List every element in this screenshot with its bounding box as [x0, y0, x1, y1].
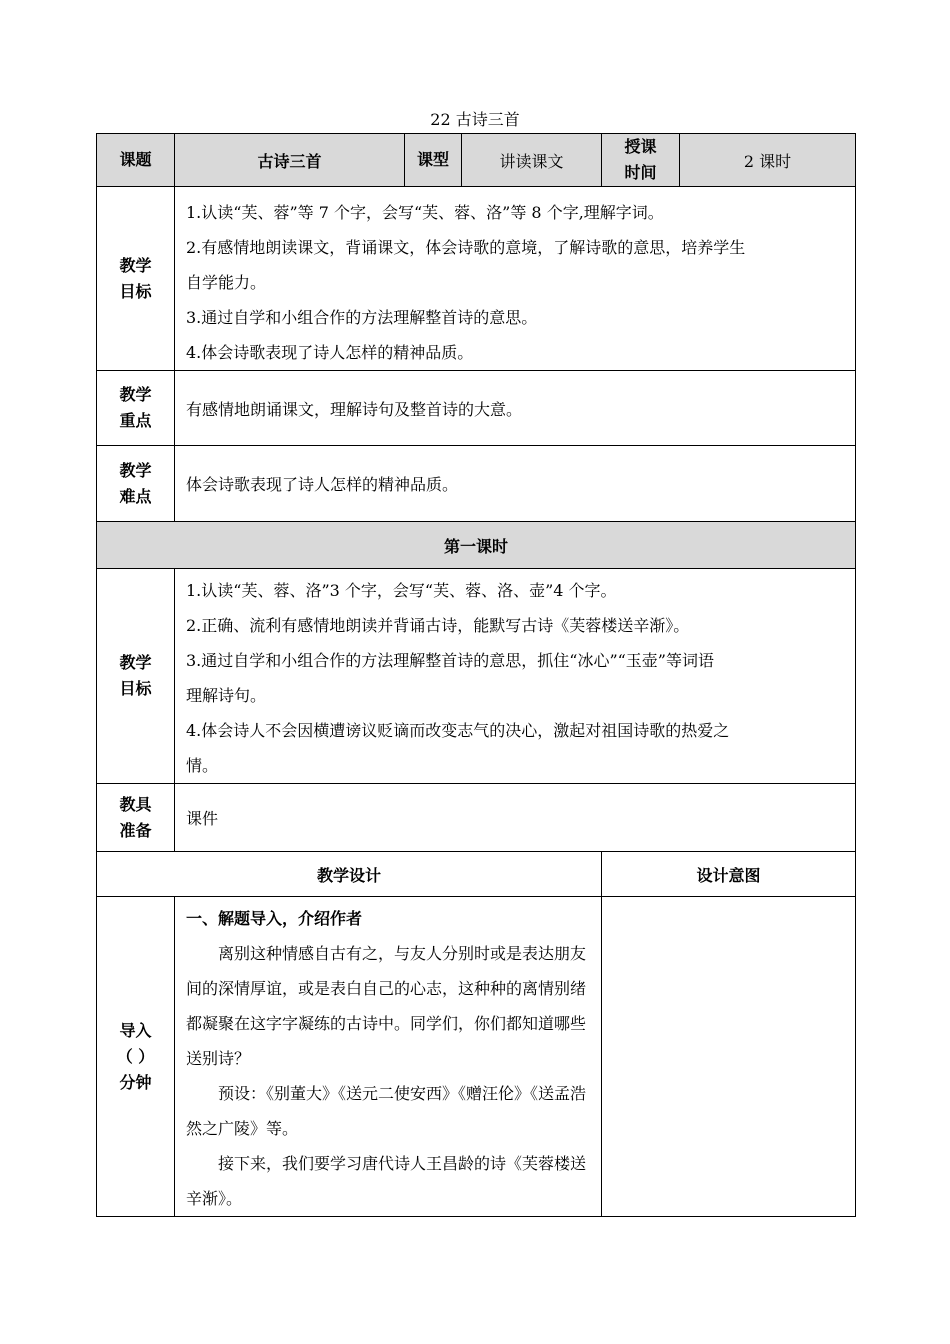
- goal-line: 1.认读“芙、蓉”等 7 个字，会写“芙、蓉、洛”等 8 个字,理解字词。: [186, 203, 664, 222]
- stage-label-line3: 分钟: [119, 1072, 152, 1092]
- lesson-plan-table: [96, 133, 856, 1217]
- key-points-label-line1: 教学: [119, 385, 152, 404]
- lesson1-goal-line: 理解诗句。: [186, 686, 267, 705]
- key-points-text: 有感情地朗诵课文，理解诗句及整首诗的大意。: [175, 371, 856, 446]
- goal-line: 3.通过自学和小组合作的方法理解整首诗的意思。: [186, 308, 538, 327]
- stage-label-line2: （ ）: [116, 1046, 155, 1066]
- stage-label-line1: 导入: [119, 1020, 152, 1040]
- design-column-header: 教学设计: [97, 852, 602, 897]
- key-points-row: [97, 371, 856, 446]
- design-line: 送别诗？: [186, 1049, 251, 1068]
- intent-column-header: 设计意图: [602, 852, 856, 897]
- lesson1-title: 第一课时: [97, 522, 856, 569]
- lesson1-goal-line: 3.通过自学和小组合作的方法理解整首诗的意思，抓住“冰心”“玉壶”等词语: [186, 651, 714, 670]
- goals-row: [97, 187, 856, 371]
- design-heading: 一、解题导入，介绍作者: [186, 909, 363, 928]
- goals-label-line1: 教学: [119, 255, 152, 275]
- goal-line: 2.有感情地朗读课文，背诵课文，体会诗歌的意境，了解诗歌的意思，培养学生: [186, 238, 746, 257]
- lesson1-goal-line: 1.认读“芙、蓉、洛”3 个字，会写“芙、蓉、洛、壶”4 个字。: [186, 581, 617, 600]
- difficulties-text: 体会诗歌表现了诗人怎样的精神品质。: [175, 446, 856, 522]
- tools-value: 课件: [175, 784, 856, 852]
- subject-value: 古诗三首: [175, 134, 405, 187]
- key-points-label-line2: 重点: [119, 411, 152, 430]
- design-line: 预设：《别董大》《送元二使安西》《赠汪伦》《送孟浩: [218, 1084, 587, 1103]
- goals-label-line2: 目标: [119, 281, 152, 301]
- design-header-row: [97, 852, 856, 897]
- key-points-label: [97, 371, 175, 446]
- tools-label: [97, 784, 175, 852]
- stage-label: [97, 897, 175, 1217]
- document-title: 22 古诗三首: [430, 110, 520, 129]
- goal-line: 4.体会诗歌表现了诗人怎样的精神品质。: [186, 343, 474, 362]
- intent-cell: [602, 897, 856, 1217]
- lesson1-goal-line: 情。: [186, 756, 219, 775]
- lesson1-goals-content: [175, 569, 856, 784]
- tools-label-line1: 教具: [119, 794, 152, 814]
- goal-line: 自学能力。: [186, 273, 267, 292]
- design-line: 都凝聚在这字字凝练的古诗中。同学们，你们都知道哪些: [186, 1014, 587, 1033]
- type-label: 课型: [405, 134, 462, 187]
- time-label: [602, 134, 680, 187]
- difficulties-row: [97, 446, 856, 522]
- difficulties-label: [97, 446, 175, 522]
- difficulties-label-line2: 难点: [119, 486, 152, 506]
- lesson1-goal-line: 2.正确、流利有感情地朗读并背诵古诗，能默写古诗《芙蓉楼送辛渐》。: [186, 616, 690, 635]
- goals-label: [97, 187, 175, 371]
- lesson1-goals-row: [97, 569, 856, 784]
- lesson1-goals-label-line1: 教学: [119, 653, 152, 672]
- type-value: 讲读课文: [462, 134, 602, 187]
- lesson1-title-row: [97, 522, 856, 569]
- tools-label-line2: 准备: [119, 820, 152, 840]
- difficulties-label-line1: 教学: [119, 460, 152, 480]
- header-row: [97, 134, 856, 187]
- time-label-line2: 时间: [624, 163, 657, 182]
- design-line: 辛渐》。: [186, 1189, 243, 1208]
- design-line: 接下来，我们要学习唐代诗人王昌龄的诗《芙蓉楼送: [218, 1154, 587, 1173]
- lesson1-goals-label-line2: 目标: [119, 679, 152, 698]
- subject-label: 课题: [97, 134, 175, 187]
- tools-row: [97, 784, 856, 852]
- design-body-row: [97, 897, 856, 1217]
- lesson1-goals-label: [97, 569, 175, 784]
- design-content: [175, 897, 602, 1217]
- lesson1-goal-line: 4.体会诗人不会因横遭谤议贬谪而改变志气的决心，激起对祖国诗歌的热爱之: [186, 721, 730, 740]
- design-line: 间的深情厚谊，或是表白自己的心志，这种种的离情别绪: [186, 979, 587, 998]
- goals-content: [175, 187, 856, 371]
- time-value: 2 课时: [680, 134, 856, 187]
- design-line: 然之广陵》等。: [186, 1119, 299, 1138]
- time-label-line1: 授课: [624, 137, 657, 156]
- design-line: 离别这种情感自古有之，与友人分别时或是表达朋友: [218, 944, 587, 963]
